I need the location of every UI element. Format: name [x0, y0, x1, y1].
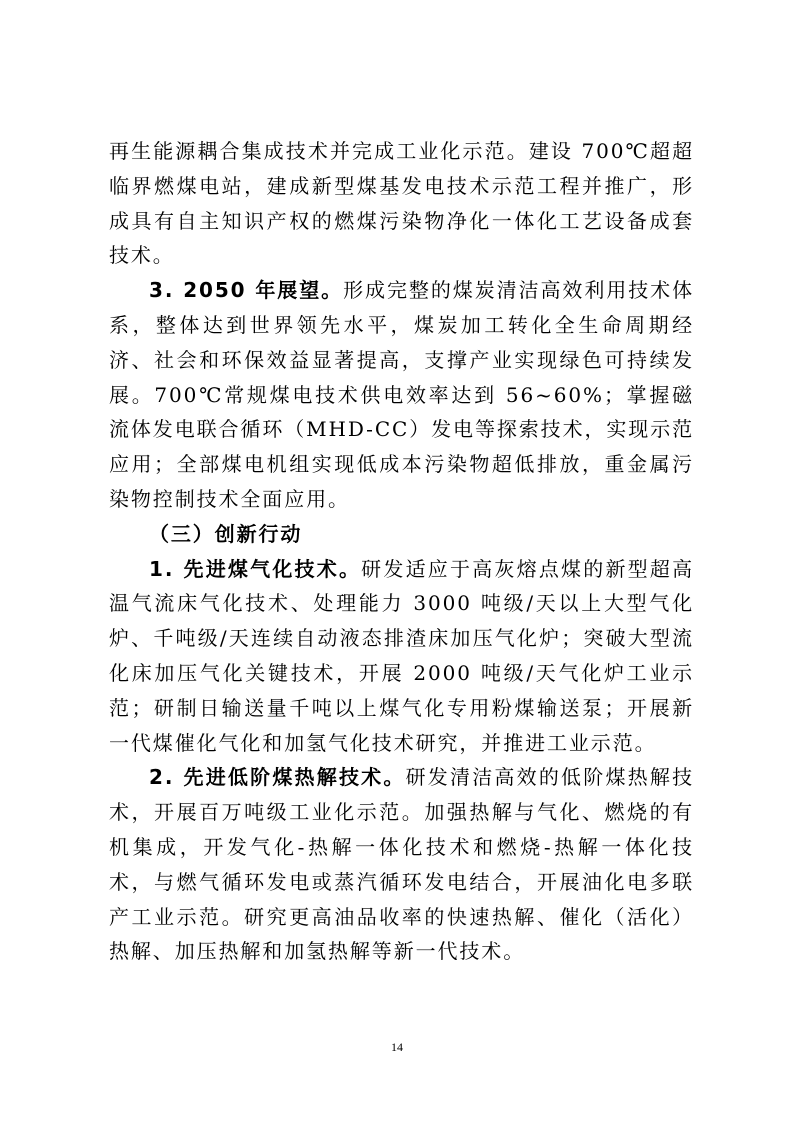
paragraph-heading: 2. 先进低阶煤热解技术。	[149, 765, 406, 790]
document-page	[109, 134, 694, 969]
paragraph-coal-gasification	[109, 552, 694, 761]
paragraph-heading: 1. 先进煤气化技术。	[149, 556, 362, 581]
page-number: 14	[391, 1040, 403, 1054]
section-heading-innovation-actions: （三）创新行动	[149, 521, 303, 546]
paragraph-body: 研发适应于高灰熔点煤的新型超高温气流床气化技术、处理能力 3000 吨级/天以上大型气化炉、千吨级/天连续自动液态排渣床加压气化炉；突破大型流化床加压气化关键技术，开展 2000 吨级/天气化炉工业示范；研制日输送量千吨以上煤气化专用粉煤输送泵；开展新一代煤催化气化和加氢气化技术研究，并推进工业示范。	[109, 556, 694, 755]
paragraph-body: 形成完整的煤炭清洁高效利用技术体系，整体达到世界领先水平，煤炭加工转化全生命周期经济、社会和环保效益显著提高，支撑产业实现绿色可持续发展。700℃常规煤电技术供电效率达到 56~60%；掌握磁流体发电联合循环（MHD-CC）发电等探索技术，实现示范应用；全部煤电机组实现低成本污染物超低排放，重金属污染物控制技术全面应用。	[109, 278, 695, 511]
paragraph-coal-pyrolysis	[109, 760, 694, 969]
paragraph-body: 再生能源耦合集成技术并完成工业化示范。建设 700℃超超临界燃煤电站，建成新型煤基发电技术示范工程并推广，形成具有自主知识产权的燃煤污染物净化一体化工艺设备成套技术。	[109, 139, 694, 268]
paragraph-2050-outlook	[109, 273, 694, 517]
paragraph-continuation	[109, 134, 694, 273]
paragraph-body: 研发清洁高效的低阶煤热解技术，开展百万吨级工业化示范。加强热解与气化、燃烧的有机集成，开发气化-热解一体化技术和燃烧-热解一体化技术，与燃气循环发电或蒸汽循环发电结合，开展油化电多联产工业示范。研究更高油品收率的快速热解、催化（活化）热解、加压热解和加氢热解等新一代技术。	[109, 765, 694, 964]
paragraph-heading: 3. 2050 年展望。	[149, 278, 344, 303]
